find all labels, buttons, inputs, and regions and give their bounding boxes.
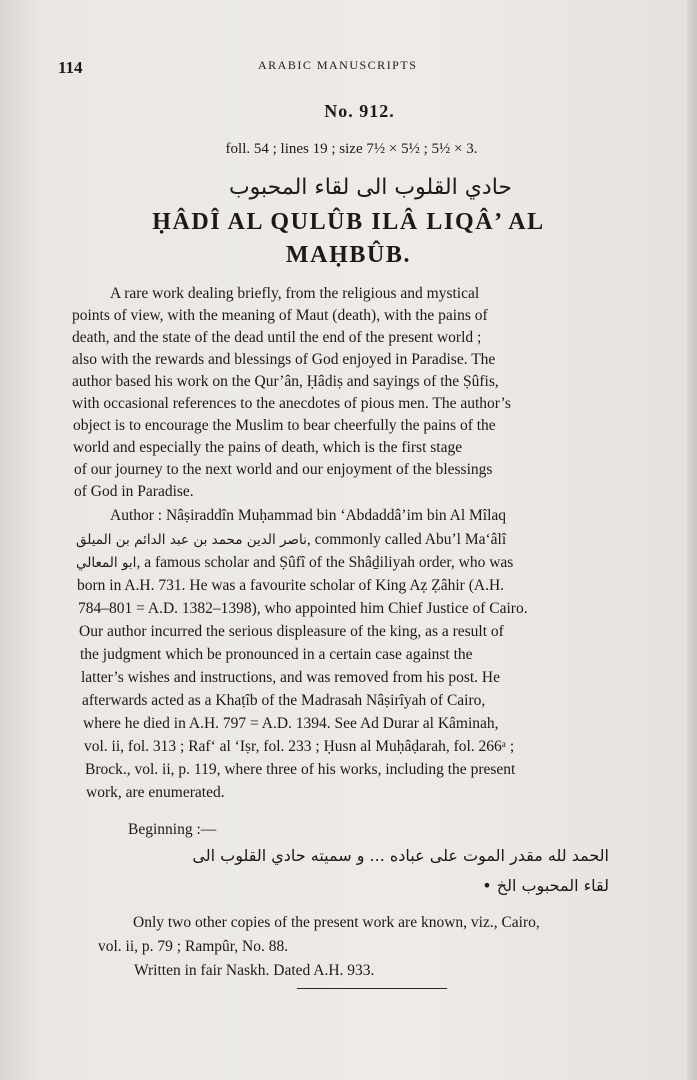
author-line: Author : Nâṣiraddîn Muḥammad bin ‘Abdaddâ’im bin Al Mîlaq bbox=[110, 507, 507, 524]
body-line: where he died in A.H. 797 = A.D. 1394. See Ad Durar al Kâminah, bbox=[83, 715, 499, 732]
transliterated-title bbox=[0, 206, 697, 272]
entry-number: No. 912. bbox=[324, 101, 395, 121]
body-line: also with the rewards and blessings of God enjoyed in Paradise. The bbox=[72, 351, 496, 368]
author-arabic-kunya: ابو المعالي bbox=[76, 555, 137, 571]
collation: foll. 54 ; lines 19 ; size 7½ × 5½ ; 5½ × 3. bbox=[225, 141, 478, 157]
author-line-2-text: , commonly called Abu’l Ma‘âlî bbox=[306, 531, 507, 548]
title-line-2: MAḤBÛB. bbox=[285, 242, 412, 268]
author-line-3-text: , a famous scholar and Ṣûfî of the Shâḏiliyah order, who was bbox=[136, 554, 514, 571]
body-line: vol. ii, fol. 313 ; Raf‘ al ‘Iṣr, fol. 233 ; Ḥusn al Muḥâḍarah, fol. 266ᵃ ; bbox=[84, 738, 515, 755]
body-line: world and especially the pains of death, which is the first stage bbox=[73, 439, 463, 456]
body-line: latter’s wishes and instructions, and was removed from his post. He bbox=[81, 669, 500, 686]
body-line: born in A.H. 731. He was a favourite scholar of King Aẓ Ẓâhir (A.H. bbox=[77, 577, 505, 594]
body-line: Our author incurred the serious displeasure of the king, as a result of bbox=[79, 623, 504, 640]
beginning-arabic-line-1: الحمد لله مقدر الموت على عباده ... و سميته حادي القلوب الى bbox=[192, 846, 609, 865]
page-number: 114 bbox=[58, 58, 83, 77]
body-line: the judgment which be pronounced in a certain case against the bbox=[80, 646, 473, 663]
body-line: with occasional references to the anecdotes of pious men. The author’s bbox=[72, 395, 511, 412]
copies-line: vol. ii, p. 79 ; Rampûr, No. 88. bbox=[98, 938, 289, 955]
body-line: A rare work dealing briefly, from the religious and mystical bbox=[110, 285, 480, 302]
author-line-3 bbox=[76, 553, 513, 573]
author-arabic-name: ناصر الدين محمد بن عبد الدائم بن الميلق bbox=[76, 532, 307, 548]
beginning-label: Beginning :— bbox=[128, 821, 217, 838]
beginning-arabic-line-2: لقاء المحبوب الخ • bbox=[482, 876, 609, 895]
body-line: afterwards acted as a Khaṭîb of the Madrasah Nâṣirîyah of Cairo, bbox=[82, 692, 486, 709]
title-line-1: ḤÂDÎ AL QULÛB ILÂ LIQÂ’ AL bbox=[152, 209, 545, 235]
page-edge-shadow bbox=[687, 0, 697, 1080]
written-line: Written in fair Naskh. Dated A.H. 933. bbox=[134, 962, 375, 979]
body-line: work, are enumerated. bbox=[86, 784, 225, 801]
arabic-title: حادي القلوب الى لقاء المحبوب bbox=[228, 175, 513, 200]
body-line: Brock., vol. ii, p. 119, where three of his works, including the present bbox=[85, 761, 516, 778]
author-line-2 bbox=[76, 530, 506, 550]
page-header bbox=[58, 58, 658, 82]
body-line: points of view, with the meaning of Maut (death), with the pains of bbox=[72, 307, 488, 324]
body-line: 784–801 = A.D. 1382–1398), who appointed him Chief Justice of Cairo. bbox=[78, 600, 528, 617]
running-head: ARABIC MANUSCRIPTS bbox=[258, 58, 418, 72]
body-line: object is to encourage the Muslim to bear cheerfully the pains of the bbox=[73, 417, 496, 434]
body-line: author based his work on the Qur’ân, Ḥâdiṣ and sayings of the Ṣûfis, bbox=[72, 373, 499, 390]
closing-rule bbox=[297, 988, 447, 989]
body-line: death, and the state of the dead until the end of the present world ; bbox=[72, 329, 482, 346]
body-line: of our journey to the next world and our enjoyment of the blessings bbox=[74, 461, 493, 478]
body-line: of God in Paradise. bbox=[74, 483, 194, 500]
copies-line: Only two other copies of the present work are known, viz., Cairo, bbox=[133, 914, 540, 931]
